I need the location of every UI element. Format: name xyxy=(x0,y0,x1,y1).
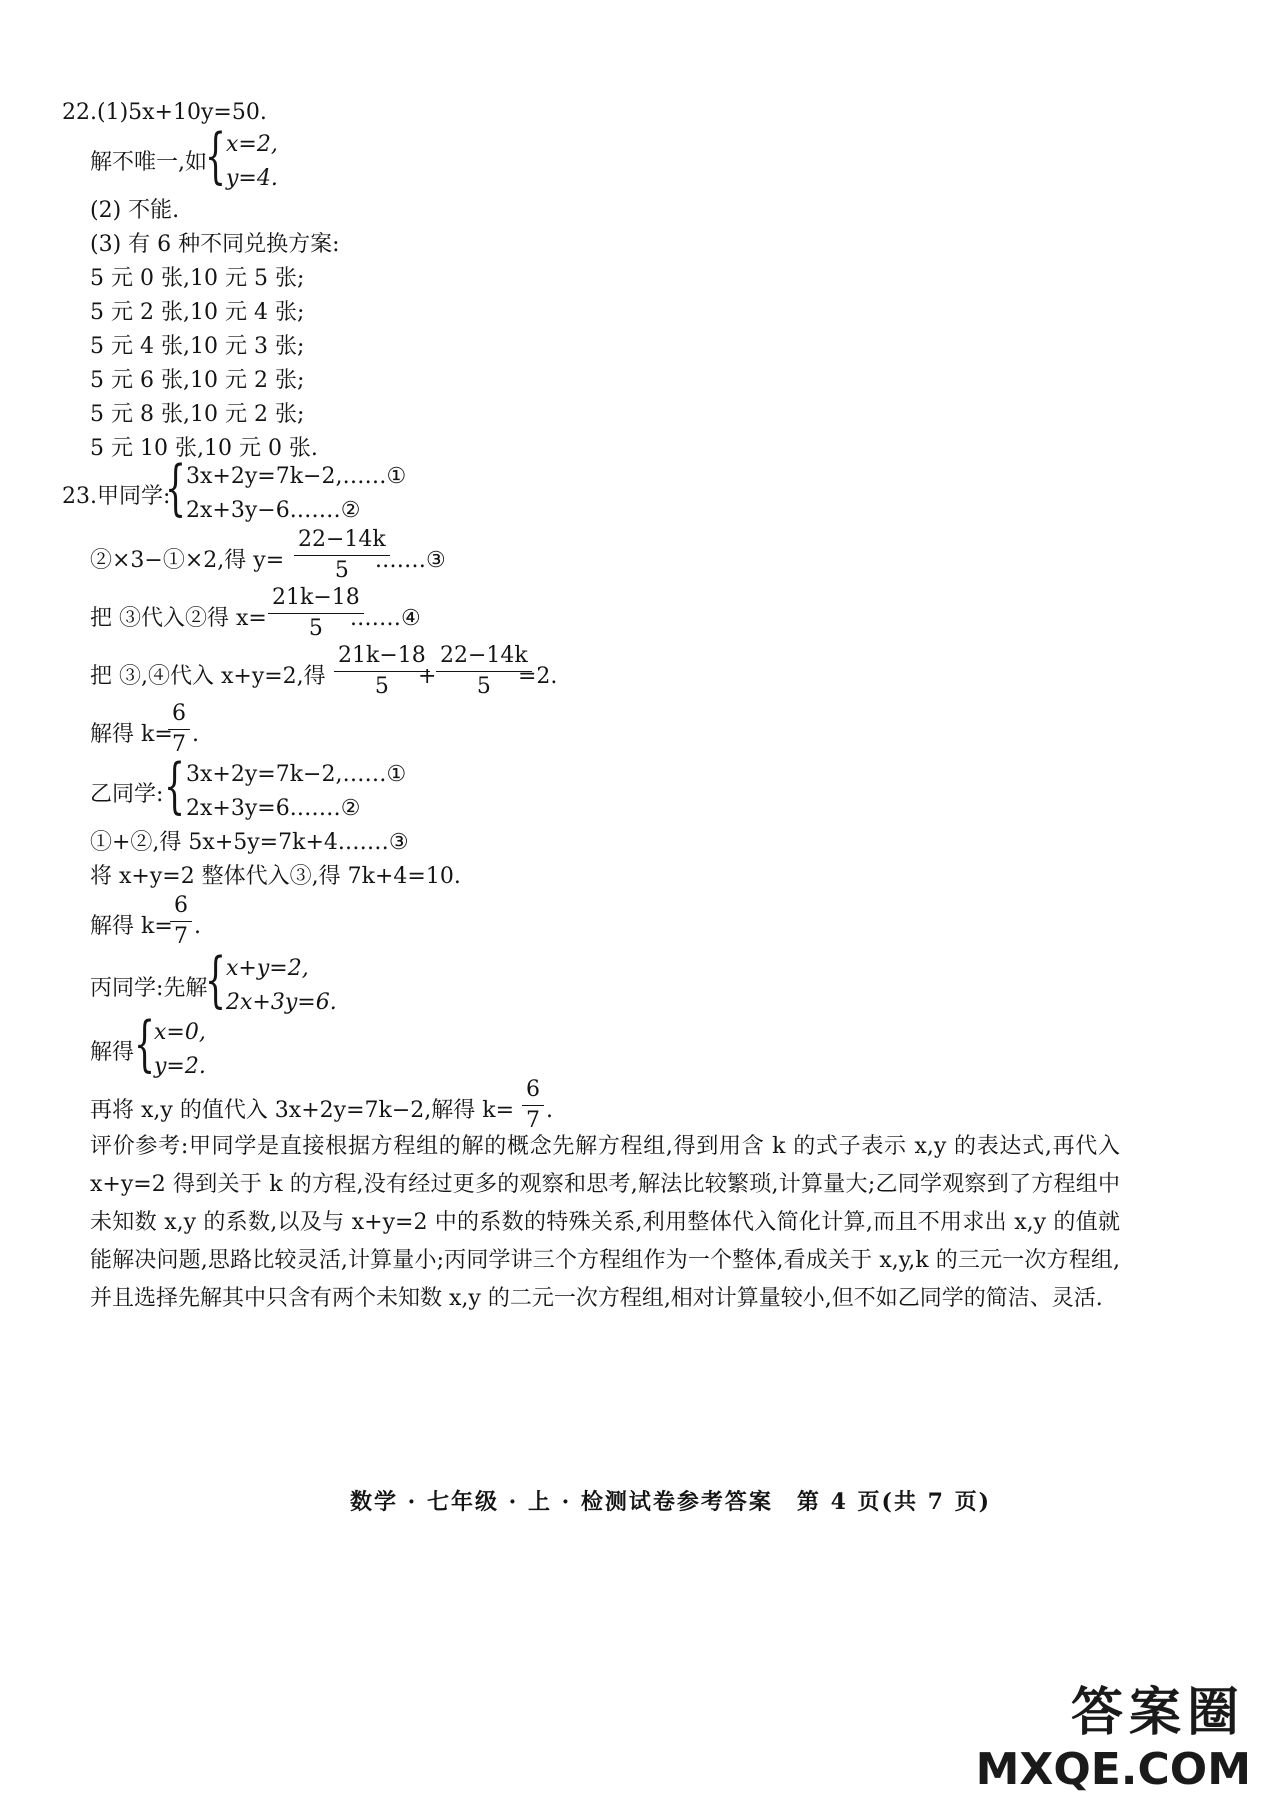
jia-step-3-prefix: 把 ③,④代入 x+y=2,得 xyxy=(90,664,326,689)
left-brace: { xyxy=(134,1009,156,1079)
left-brace: { xyxy=(164,751,186,821)
plan-item: 5 元 8 张,10 元 2 张; xyxy=(90,402,305,427)
yi-step-2: 将 x+y=2 整体代入③,得 7k+4=10. xyxy=(90,864,461,889)
bing-final-prefix: 再将 x,y 的值代入 3x+2y=7k−2,解得 k= xyxy=(90,1098,515,1123)
left-brace: { xyxy=(205,121,227,191)
bing-final-suffix: . xyxy=(546,1098,553,1123)
fraction-denominator: 5 xyxy=(476,674,491,699)
bing-equation-2: 2x+3y=6. xyxy=(226,990,337,1015)
fraction-denominator: 5 xyxy=(374,674,389,699)
plan-item: 5 元 6 张,10 元 2 张; xyxy=(90,368,305,393)
fraction-numerator: 21k−18 xyxy=(268,585,364,614)
q22-example-x: x=2, xyxy=(226,132,278,157)
jia-equation-1: 3x+2y=7k−2,……① xyxy=(186,464,407,489)
left-brace: { xyxy=(165,453,187,523)
jia-solve-suffix: . xyxy=(192,722,199,747)
plan-item: 5 元 0 张,10 元 5 张; xyxy=(90,266,305,291)
jia-step-1-suffix: .……③ xyxy=(375,548,446,573)
fraction xyxy=(334,643,430,700)
plus-sign: + xyxy=(418,664,437,689)
q22-line-1: 22.(1)5x+10y=50. xyxy=(62,100,267,125)
yi-equation-1: 3x+2y=7k−2,……① xyxy=(186,762,407,787)
jia-step-1-prefix: ②×3−①×2,得 y= xyxy=(90,548,285,573)
page-footer: 数学 · 七年级 · 上 · 检测试卷参考答案 第 4 页(共 7 页) xyxy=(350,1489,992,1515)
watermark-logo xyxy=(935,1670,1255,1795)
q23-yi-label: 乙同学: xyxy=(90,782,164,807)
q23-jia-label: 23.甲同学: xyxy=(62,484,171,509)
yi-solve-suffix: . xyxy=(194,914,201,939)
q22-example-label: 解不唯一,如 xyxy=(90,150,207,175)
fraction-numerator: 22−14k xyxy=(294,527,390,556)
plan-item: 5 元 10 张,10 元 0 张. xyxy=(90,436,318,461)
fraction-denominator: 5 xyxy=(308,616,323,641)
q22-part-2: (2) 不能. xyxy=(90,198,180,223)
evaluation-paragraph: 评价参考:甲同学是直接根据方程组的解的概念先解方程组,得到用含 k 的式子表示 x,y 的表达式,再代入 x+y=2 得到关于 k 的方程,没有经过更多的观察和思考,解法比较繁琐,计算量大;乙同学观察到了方程组中未知数 x,y 的系数,以及与 x+y=2 中的系数的特殊关系,利用整体代入简化计算,而且不用求出 x,y 的值就能解决问题,思路比较灵活,计算量小;丙同学讲三个方程组作为一个整体,看成关于 x,y,k 的三元一次方程组,并且选择先解其中只含有两个未知数 x,y 的二元一次方程组,相对计算量较小,但不如乙同学的简洁、灵活. xyxy=(90,1134,1120,1311)
yi-step-1: ①+②,得 5x+5y=7k+4.……③ xyxy=(90,830,409,855)
bing-solution-x: x=0, xyxy=(154,1020,206,1045)
fraction xyxy=(170,893,192,950)
fraction xyxy=(522,1077,544,1134)
fraction-numerator: 6 xyxy=(170,893,192,922)
watermark-text: 答案圈 xyxy=(1070,1682,1245,1743)
bing-solution-label: 解得 xyxy=(90,1040,135,1065)
q22-example-y: y=4. xyxy=(226,166,278,191)
bing-solution-y: y=2. xyxy=(154,1054,206,1079)
yi-equation-2: 2x+3y=6.……② xyxy=(186,796,361,821)
left-brace: { xyxy=(205,945,227,1015)
jia-solve-prefix: 解得 k= xyxy=(90,722,173,747)
fraction-denominator: 7 xyxy=(526,1108,540,1133)
fraction-numerator: 6 xyxy=(522,1077,544,1106)
fraction-numerator: 21k−18 xyxy=(334,643,430,672)
jia-step-2-suffix: .……④ xyxy=(350,606,421,631)
plan-item: 5 元 2 张,10 元 4 张; xyxy=(90,300,305,325)
bing-equation-1: x+y=2, xyxy=(226,956,309,981)
fraction-denominator: 7 xyxy=(172,732,186,757)
yi-solve-prefix: 解得 k= xyxy=(90,914,173,939)
fraction-denominator: 5 xyxy=(334,558,349,583)
fraction-denominator: 7 xyxy=(174,924,188,949)
jia-step-3-suffix: =2. xyxy=(518,664,558,689)
fraction-numerator: 6 xyxy=(168,701,190,730)
jia-step-2-prefix: 把 ③代入②得 x= xyxy=(90,606,267,631)
q23-bing-label: 丙同学:先解 xyxy=(90,976,208,1001)
fraction xyxy=(168,701,190,758)
watermark-url: MXQE.COM xyxy=(975,1744,1251,1795)
plan-item: 5 元 4 张,10 元 3 张; xyxy=(90,334,305,359)
fraction-numerator: 22−14k xyxy=(436,643,532,672)
q22-part-3: (3) 有 6 种不同兑换方案: xyxy=(90,232,340,257)
jia-equation-2: 2x+3y−6.……② xyxy=(186,498,361,523)
